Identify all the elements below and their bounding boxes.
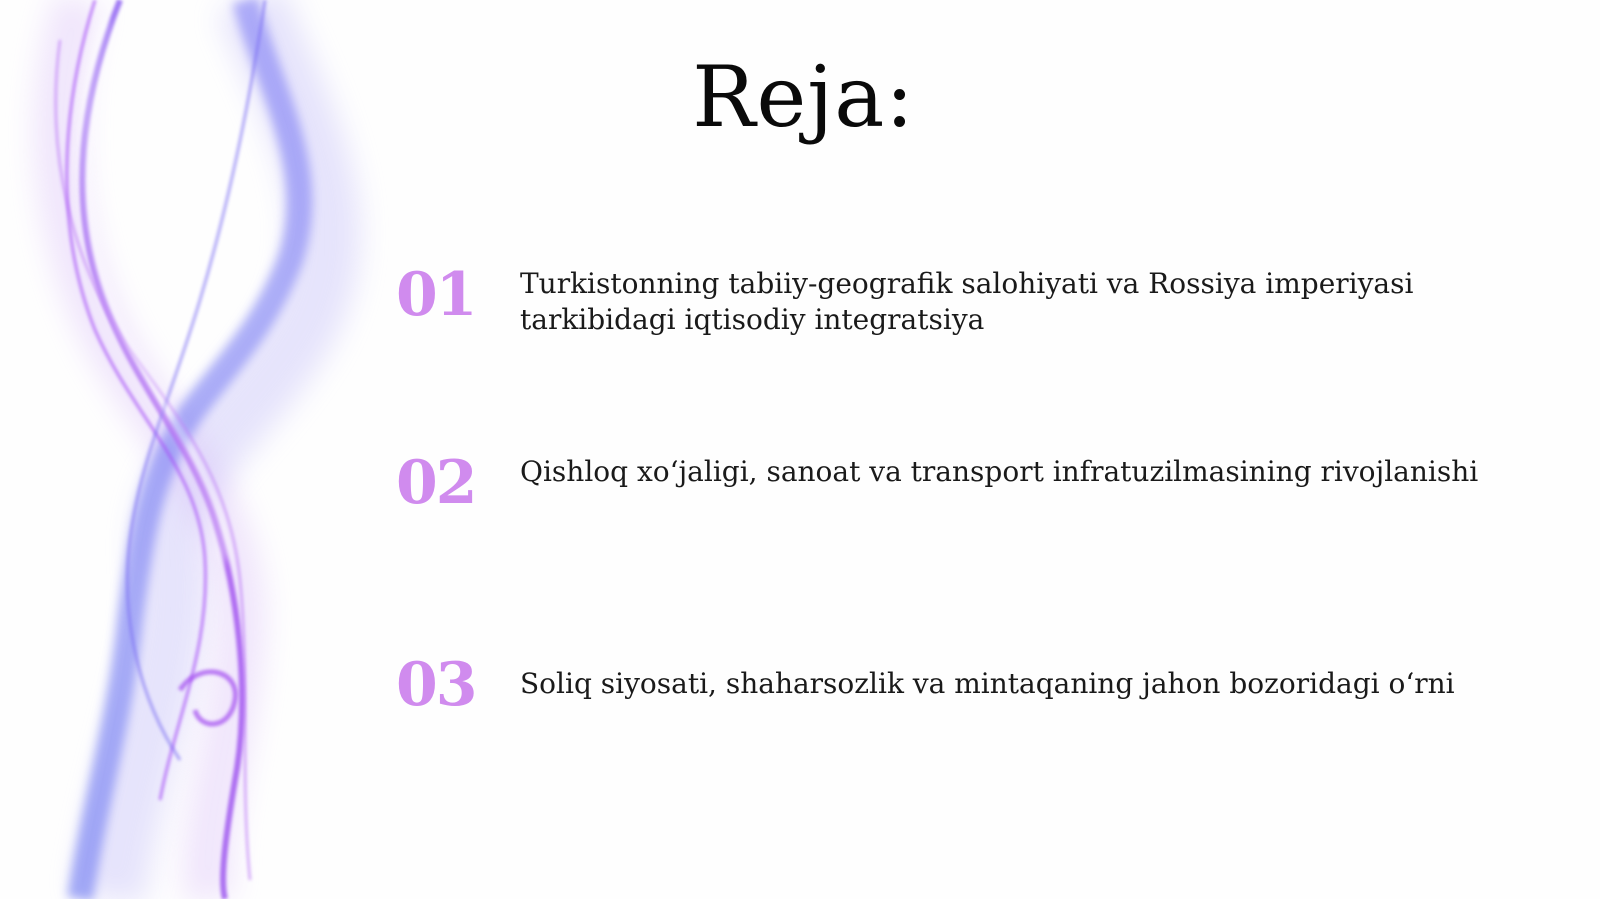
agenda-item-text: Turkistonning tabiiy-geografik salohiyati va Rossiya imperiyasi tarkibidagi iqtisodiy integratsiya (520, 267, 1414, 336)
agenda-item-2 (396, 450, 1526, 530)
agenda-item-number: 01 (396, 260, 476, 330)
agenda-item-number: 03 (396, 650, 476, 720)
agenda-item-text: Soliq siyosati, shaharsozlik va mintaqaning jahon bozoridagi o‘rni (520, 667, 1455, 700)
agenda-item-3 (396, 652, 1526, 732)
agenda-item-number: 02 (396, 448, 476, 518)
agenda-item-text: Qishloq xo‘jaligi, sanoat va transport infratuzilmasining rivojlanishi (520, 455, 1479, 488)
slide-title: Reja: (692, 48, 915, 146)
agenda-item-1 (396, 262, 1526, 342)
